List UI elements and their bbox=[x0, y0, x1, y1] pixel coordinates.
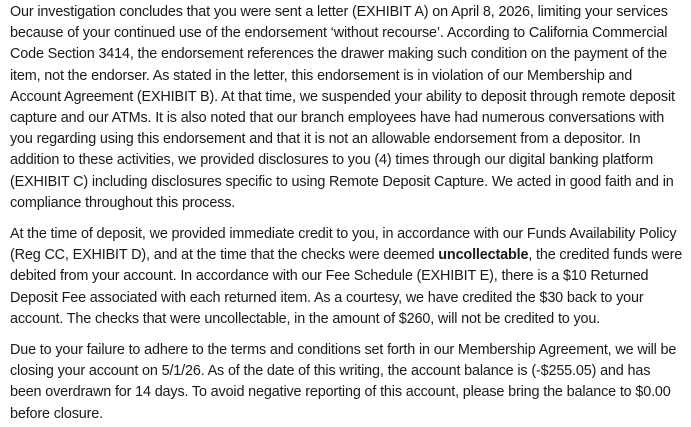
paragraph-account-closure bbox=[10, 340, 683, 425]
paragraph-deposit-credit bbox=[10, 224, 683, 330]
emphasis-uncollectable: uncollectable bbox=[438, 247, 529, 264]
paragraph-investigation bbox=[10, 2, 683, 214]
paragraph-text: Our investigation concludes that you were sent a letter (EXHIBIT A) on April 8, 2026, limiting your services because of your continued use of the endorsement ‘without recourse’. According to California Commercial Code Section 3414, the endorsement references the drawer making such condition on the payment of the item, not the endorser. As stated in the letter, this endorsement is in violation of our Membership and Account Agreement (EXHIBIT B). At that time, we suspended your ability to deposit through remote deposit capture and our ATMs. It is also noted that our branch employees have had numerous conversations with you regarding using this endorsement and that it is not an allowable endorsement from a depositor. In addition to these activities, we provided disclosures to you (4) times through our digital banking platform (EXHIBIT C) including disclosures specific to using Remote Deposit Capture. We acted in good faith and in compliance throughout this process. bbox=[10, 4, 675, 211]
paragraph-text: At the time of deposit, we provided immediate credit to you, in accordance with our Funds Availability Policy (Reg CC, EXHIBIT D), and at the time that the checks were deemed bbox=[10, 226, 677, 264]
paragraph-text: Due to your failure to adhere to the terms and conditions set forth in our Membership Agreement, we will be closing your account on 5/1/26. As of the date of this writing, the account balance is (-$255.05) and has been overdrawn for 14 days. To avoid negative reporting of this account, please bring the balance to $0.00 before closure. bbox=[10, 342, 677, 422]
paragraph-text: , the credited funds were debited from your account. In accordance with our Fee Schedule (EXHIBIT E), there is a $10 Returned Deposit Fee associated with each returned item. As a courtesy, we have credited the $30 back to your account. The checks that were uncollectable, in the amount of $260, will not be credited to you. bbox=[10, 247, 683, 327]
